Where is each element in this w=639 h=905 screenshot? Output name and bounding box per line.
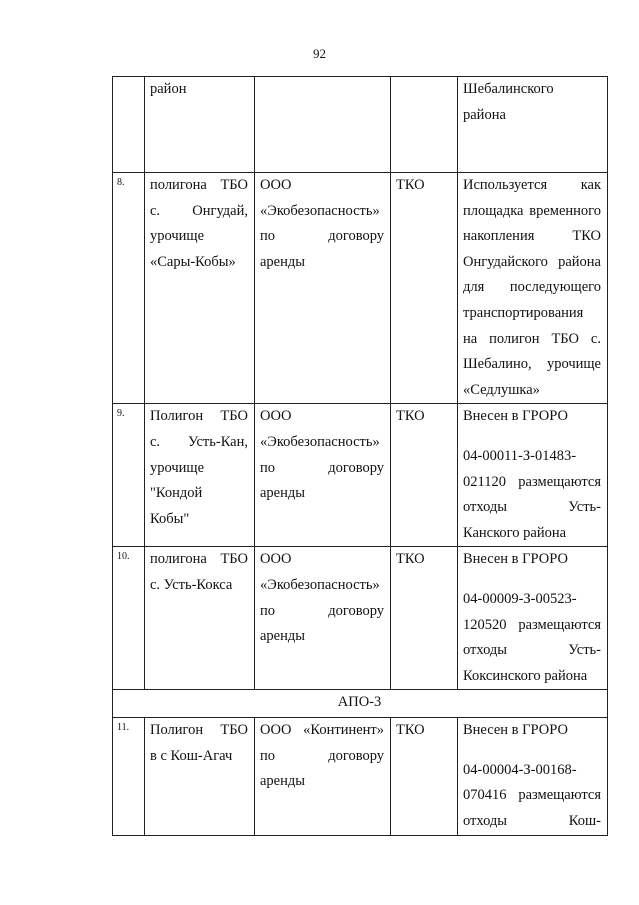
operator-line: аренды xyxy=(260,485,306,502)
operator-line: «Экобезопасность» xyxy=(260,433,380,450)
facility-cell xyxy=(145,718,255,835)
row-number: 10. xyxy=(113,547,145,690)
note-line: отходы Усть- xyxy=(463,499,601,516)
operator-line: «Экобезопасность» xyxy=(260,202,380,219)
facility-line: в с Кош-Агач xyxy=(150,747,233,764)
note-line: 04-00009-З-00523- xyxy=(463,590,577,607)
operator-cell xyxy=(255,77,391,173)
operator-line: ООО «Континент» xyxy=(260,722,384,739)
waste-type-cell: ТКО xyxy=(391,404,458,547)
note-line: площадка временного xyxy=(463,202,601,219)
section-title: АПО-3 xyxy=(113,690,608,718)
note-line: на полигон ТБО с. xyxy=(463,330,601,347)
note-cell xyxy=(458,547,608,690)
row-number: 9. xyxy=(113,404,145,547)
table-row xyxy=(113,547,608,690)
facility-line: район xyxy=(150,81,187,97)
operator-line: по договору xyxy=(260,747,384,764)
facility-cell xyxy=(145,547,255,690)
note-line: 120520 размещаются xyxy=(463,616,601,633)
note-line: 04-00004-З-00168- xyxy=(463,761,577,778)
note-line: отходы Усть- xyxy=(463,642,601,659)
facility-line: Полигон ТБО xyxy=(150,722,248,739)
operator-cell xyxy=(255,173,391,404)
operator-line: аренды xyxy=(260,628,306,645)
facility-cell xyxy=(145,77,255,173)
note-line: Шебалинского xyxy=(463,81,554,97)
facility-line: полигона ТБО xyxy=(150,177,248,193)
facility-line: урочище xyxy=(150,228,205,245)
facility-line: с. Онгудай, xyxy=(150,202,248,219)
facility-cell xyxy=(145,173,255,404)
facility-line: с. Усть-Кан, xyxy=(150,433,248,450)
note-line: Канского района xyxy=(463,524,567,541)
facility-cell xyxy=(145,404,255,547)
note-line: для последующего xyxy=(463,279,601,296)
facility-line: "Кондой xyxy=(150,485,203,502)
note-line: 070416 размещаются xyxy=(463,787,601,804)
facility-line: «Сары-Кобы» xyxy=(150,253,236,270)
facility-line: полигона ТБО xyxy=(150,551,248,568)
note-line: 04-00011-З-01483- xyxy=(463,447,577,464)
waste-type-cell xyxy=(391,77,458,173)
operator-line: ООО xyxy=(260,551,292,568)
facility-line: с. Усть-Кокса xyxy=(150,576,233,593)
note-line: «Седлушка» xyxy=(463,381,540,398)
waste-facilities-table xyxy=(112,76,608,836)
facility-line: урочище xyxy=(150,459,205,476)
operator-line: по договору xyxy=(260,459,384,476)
note-cell xyxy=(458,718,608,835)
note-cell xyxy=(458,404,608,547)
facility-line: Полигон ТБО xyxy=(150,408,248,425)
note-line: 021120 размещаются xyxy=(463,473,601,490)
note-cell xyxy=(458,77,608,173)
note-line: отходы Кош- xyxy=(463,813,601,830)
section-header-row xyxy=(113,690,608,718)
table-row xyxy=(113,77,608,173)
table-row xyxy=(113,718,608,835)
operator-line: ООО xyxy=(260,408,292,425)
row-number xyxy=(113,77,145,173)
waste-type-cell: ТКО xyxy=(391,718,458,835)
table-row xyxy=(113,404,608,547)
operator-line: ООО xyxy=(260,177,292,193)
note-heading: Внесен в ГРОРО xyxy=(463,408,568,425)
note-heading: Внесен в ГРОРО xyxy=(463,551,568,568)
operator-cell xyxy=(255,547,391,690)
facility-line: Кобы" xyxy=(150,510,190,527)
operator-line: аренды xyxy=(260,253,306,270)
operator-cell xyxy=(255,404,391,547)
operator-line: по договору xyxy=(260,228,384,245)
row-number: 8. xyxy=(113,173,145,404)
note-line: транспортирования xyxy=(463,304,584,321)
row-number: 11. xyxy=(113,718,145,835)
operator-line: по договору xyxy=(260,602,384,619)
note-line: Шебалино, урочище xyxy=(463,356,601,373)
page-number: 92 xyxy=(313,46,326,61)
note-line: района xyxy=(463,106,506,123)
note-cell xyxy=(458,173,608,404)
note-line: Используется как xyxy=(463,177,601,193)
note-line: Коксинского района xyxy=(463,667,588,684)
note-line: накопления ТКО xyxy=(463,228,601,245)
operator-line: «Экобезопасность» xyxy=(260,576,380,593)
table-row xyxy=(113,173,608,404)
note-line: Онгудайского района xyxy=(463,253,601,270)
waste-type-cell: ТКО xyxy=(391,173,458,404)
operator-line: аренды xyxy=(260,773,306,790)
operator-cell xyxy=(255,718,391,835)
waste-type-cell: ТКО xyxy=(391,547,458,690)
note-heading: Внесен в ГРОРО xyxy=(463,722,568,739)
